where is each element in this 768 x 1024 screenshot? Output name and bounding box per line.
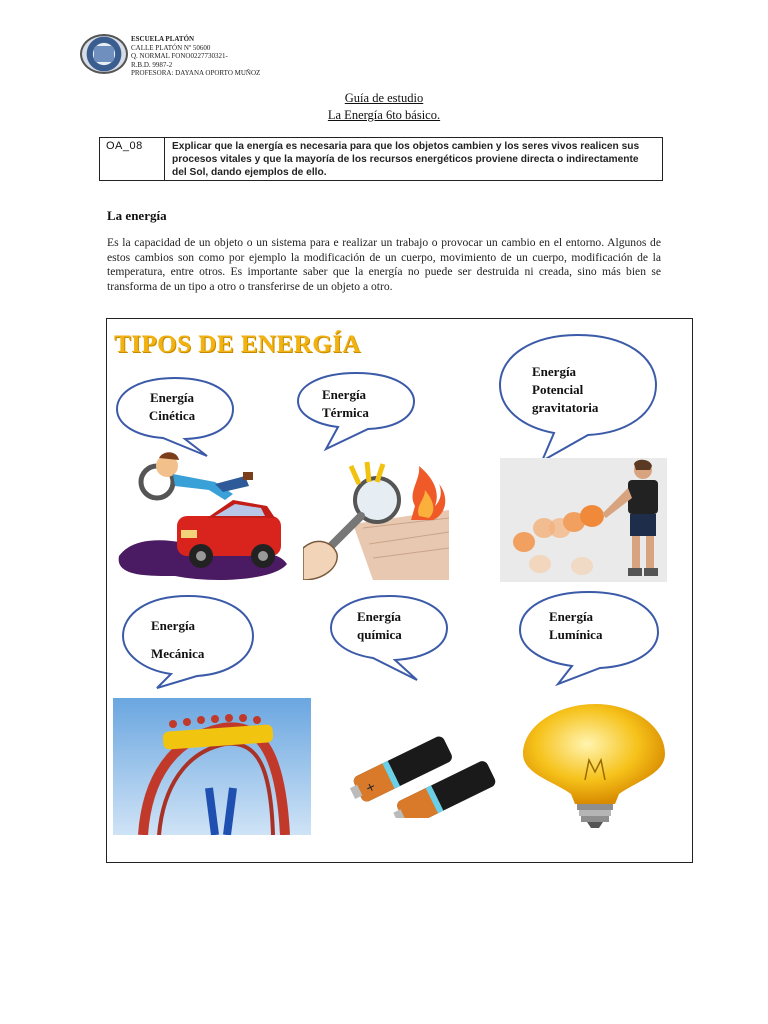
bubble-cinetica-line1: Energía — [149, 390, 195, 405]
bubble-mecanica-line2: Mecánica — [151, 646, 205, 661]
objective-code: OA_08 — [100, 138, 165, 180]
bubble-potencial-line3: gravitatoria — [532, 400, 599, 415]
infographic-title: TIPOS DE ENERGÍA — [114, 331, 361, 358]
bubble-quimica-line1: Energía — [357, 609, 402, 624]
light-energy-image — [515, 700, 675, 830]
bubble-potencial-line2: Potencial — [532, 382, 584, 397]
school-phone: Q. NORMAL FONO0227730321- — [131, 52, 228, 61]
mechanical-energy-image — [113, 698, 311, 835]
guide-subtitle: La Energía 6to básico. — [327, 108, 441, 122]
school-info — [131, 35, 260, 78]
objective-text: Explicar que la energía es necesaria para que los objetos cambien y los seres vivos realicen sus procesos vitales y que la mayoría de los recursos energéticos proviene directa o indirectamente del Sol, dando ejemplos de ello. — [172, 141, 640, 178]
guide-title: Guía de estudio — [344, 91, 424, 105]
bubble-potencial-line1: Energía — [532, 364, 577, 379]
bubble-mecanica — [121, 594, 255, 676]
bubble-cinetica — [115, 376, 235, 446]
thermal-energy-image — [303, 458, 449, 580]
bubble-quimica — [329, 594, 449, 666]
bubble-luminica-line1: Energía — [549, 609, 594, 624]
objective-box — [99, 137, 663, 181]
potential-energy-image — [500, 458, 667, 582]
svg-text:+: + — [362, 778, 379, 796]
section-paragraph: Es la capacidad de un objeto o un sistema para e realizar un trabajo o provocar un cambio en el entorno. Algunos de estos cambios son como por ejemplo la modificación de un cuerpo, movimiento de un cuerpo, modificación de la temperatura, entre otros. Es importante saber que la energía no puede ser destruida ni creada, sino más bien se transforma de un tipo a otro o transferirse de un objeto a otro. — [107, 236, 661, 293]
school-name: ESCUELA PLATÓN — [131, 35, 195, 43]
bubble-luminica-line2: Lumínica — [549, 627, 603, 642]
school-rbd: R.B.D. 9987-2 — [131, 60, 173, 69]
kinetic-energy-image — [115, 446, 290, 584]
bubble-mecanica-line1: Energía — [151, 618, 196, 633]
section-heading: La energía — [107, 208, 167, 223]
bubble-quimica-line2: química — [357, 627, 402, 642]
bubble-luminica — [518, 590, 660, 670]
bubble-potencial — [498, 333, 658, 441]
bubble-termica — [296, 371, 416, 437]
bubble-cinetica-line2: Cinética — [148, 408, 196, 423]
chemical-energy-image — [340, 700, 500, 818]
school-logo — [80, 34, 128, 74]
bubble-termica-line2: Térmica — [322, 405, 369, 420]
school-teacher: PROFESORA: DAYANA OPORTO MUÑOZ — [131, 69, 261, 78]
school-address: CALLE PLATÓN Nº 50600 — [131, 43, 211, 52]
bubble-termica-line1: Energía — [322, 387, 367, 402]
